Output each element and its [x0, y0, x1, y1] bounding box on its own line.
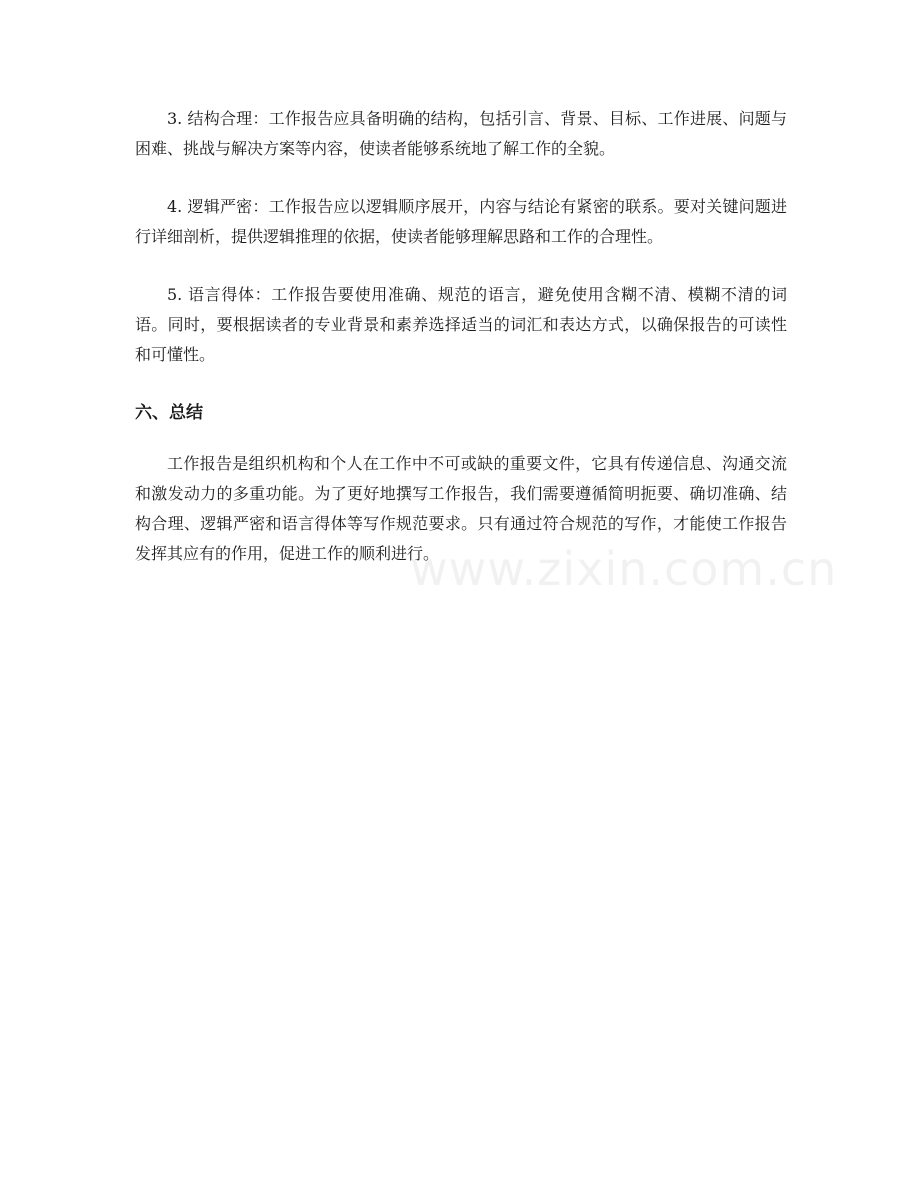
paragraph-summary: 工作报告是组织机构和个人在工作中不可或缺的重要文件，它具有传递信息、沟通交流和激发动力的多重功能。为了更好地撰写工作报告，我们需要遵循简明扼要、确切准确、结构合理、逻辑严密和语言得体等写作规范要求。只有通过符合规范的写作，才能使工作报告发挥其应有的作用，促进工作的顺利进行。 [135, 454, 787, 563]
section-heading-summary: 六、总结 [135, 403, 203, 423]
document-body [135, 104, 787, 597]
paragraph-logic: 4. 逻辑严密：工作报告应以逻辑顺序展开，内容与结论有紧密的联系。要对关键问题进行详细剖析，提供逻辑推理的依据，使读者能够理解思路和工作的合理性。 [135, 197, 787, 246]
paragraph-language: 5. 语言得体：工作报告要使用准确、规范的语言，避免使用含糊不清、模糊不清的词语。同时，要根据读者的专业背景和素养选择适当的词汇和表达方式，以确保报告的可读性和可懂性。 [135, 285, 787, 364]
paragraph-structure: 3. 结构合理：工作报告应具备明确的结构，包括引言、背景、目标、工作进展、问题与困难、挑战与解决方案等内容，使读者能够系统地了解工作的全貌。 [135, 109, 787, 158]
watermark: www.zixin.com.cn [410, 542, 838, 596]
